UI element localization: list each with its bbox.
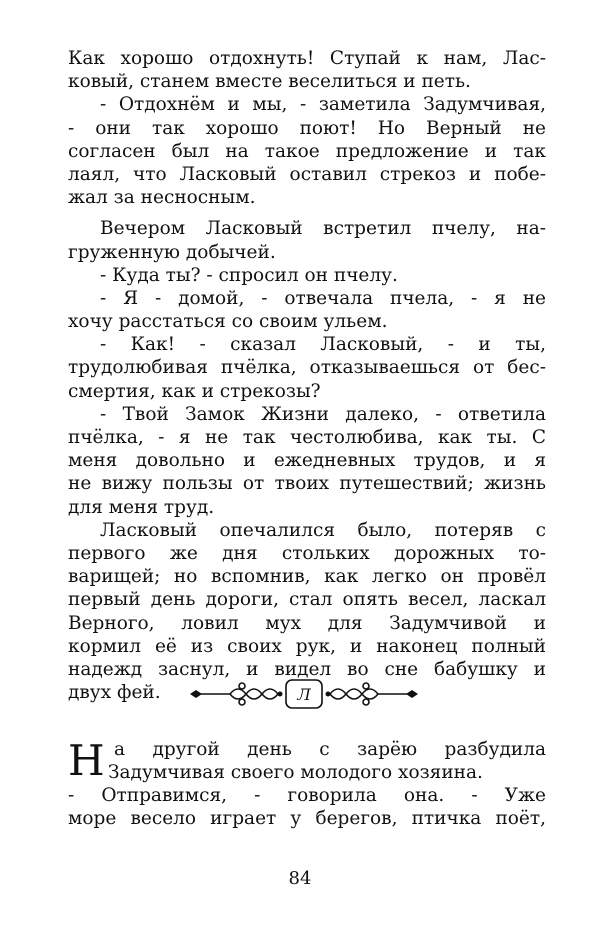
text-line: пчёлка, - я не так честолюбива, как ты. С [68,427,546,448]
text-line: - Отправимся, - говорила она. - Уже [68,785,546,806]
text-line: первого же дня стольких дорожных то- [68,542,546,564]
text-line: груженную добычей. [68,241,276,263]
text-line: не вижу пользы от твоих путешествий; жизнь [68,473,546,495]
body-text [68,47,546,704]
text-line: - Твой Замок Жизни далеко, - ответила [100,403,546,425]
text-line: меня довольно и ежедневных трудов, и я [68,450,546,472]
text-line: Как хорошо отдохнуть! Ступай к нам, Лас- [68,48,546,69]
text-line: море весело играет у берегов, птичка поёт, [68,808,546,830]
ornament-letter: Л [297,685,311,704]
text-line: - они так хорошо поют! Но Верный не [68,117,546,139]
text-line: первый день дороги, стал опять весел, ласкал [68,589,546,611]
text-line: - Отдохнём и мы, - заметила Задумчивая, [100,94,546,116]
text-line: для меня труд. [68,496,215,518]
chapter-text [68,784,546,830]
chapter-start [68,738,546,784]
text-line: надежд заснул, и видел во сне бабушку и [68,658,546,680]
text-line: жал за несносным. [68,187,256,209]
text-line: смертия, как и стрекозы? [68,380,321,402]
text-line: кормил её из своих рук, и наконец полный [68,635,546,657]
text-line: ковый, станем вместе веселиться и петь. [68,71,471,93]
page-number: 84 [288,868,312,889]
text-line: - Куда ты? - спросил он пчелу. [100,264,398,286]
text-line: лаял, что Ласковый оставил стрекоз и побе- [68,163,546,185]
text-line: трудолюбивая пчёлка, отказываешься от бес- [68,357,546,379]
text-line: Ласковый опечалился было, потеряв с [100,519,546,541]
text-line: Вечером Ласковый встретил пчелу, на- [100,218,546,240]
text-line: варищей; но вспомнив, как легко он провёл [68,566,546,588]
drop-cap: Н [68,736,105,785]
text-line: двух фей. [68,682,161,704]
text-line: - Как! - сказал Ласковый, - и ты, [100,334,546,356]
text-line: Задумчивая своего молодого хозяина. [108,762,483,784]
text-line: согласен был на такое предложение и так [68,140,546,162]
text-line: Верного, ловил мух для Задумчивой и [68,612,546,634]
text-line: хочу расстаться со своим ульем. [68,311,388,333]
text-line: а другой день с зарёю разбудила [114,739,546,760]
ornament-divider [190,674,418,714]
text-line: - Я - домой, - отвечала пчела, - я не [100,287,546,309]
